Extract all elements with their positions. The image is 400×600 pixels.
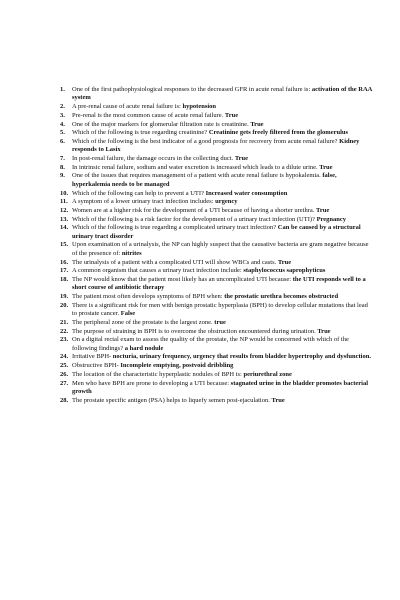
question-number: 11. <box>60 198 68 206</box>
question-text: In post-renal failure, the damage occurs in the collecting duct. <box>72 155 234 163</box>
answer-text: nitrites <box>121 249 142 257</box>
question-item <box>60 155 374 163</box>
question-item <box>60 259 374 267</box>
question-text: Women are at a higher risk for the development of a UTI because of having a shorter urethra. <box>72 206 315 214</box>
answer-text: the UTI responds well to a short course of antibiotic therapy <box>72 275 366 292</box>
question-item <box>60 276 374 293</box>
question-text: In intrinsic renal failure, sodium and water excretion is increased which leads to a dilute urine. <box>72 163 318 171</box>
question-number: 3. <box>60 111 65 119</box>
question-item <box>60 112 374 120</box>
answer-text: True <box>234 155 249 163</box>
question-number: 2. <box>60 103 65 111</box>
question-text: Which of the following can help to prevent a UTI? <box>72 189 204 197</box>
question-text: On a digital rectal exam to assess the quality of the prostate, the NP would be concerned with which of the following findings? <box>72 336 349 352</box>
question-number: 26. <box>60 370 69 378</box>
question-item <box>60 267 374 275</box>
answer-text: Can be caused by a structural urinary tract disorder <box>72 224 361 240</box>
question-number: 19. <box>60 293 69 301</box>
question-item <box>60 362 374 370</box>
question-number: 16. <box>60 258 69 266</box>
answer-text: True <box>316 206 330 214</box>
question-text: One of the first pathophysiological responses to the decreased GFR in acute renal failure is: <box>72 86 311 93</box>
question-text: The urinalysis of a patient with a complicated UTI will show WBCs and casts. <box>72 258 277 266</box>
question-number: 4. <box>60 120 65 128</box>
question-text: Which of the following is a risk factor for the development of a urinary tract infection (UTI)? <box>72 215 315 223</box>
question-number: 8. <box>60 163 65 171</box>
question-text: Irritative BPH- <box>72 353 112 361</box>
question-text: Which of the following is the best indicator of a good prognosis for recovery from acute renal failure? <box>72 137 338 145</box>
answer-text: True <box>271 396 285 404</box>
question-item <box>60 207 374 215</box>
question-text: Obstructive BPH- <box>72 362 119 370</box>
question-number: 10. <box>60 189 69 197</box>
answer-text: Kidney responds to Lasix <box>72 137 360 154</box>
question-number: 23. <box>60 336 69 344</box>
question-item <box>60 86 374 103</box>
question-text: The NP would know that the patient most likely has an uncomplicated UTI because: <box>72 275 292 283</box>
question-number: 17. <box>60 267 69 275</box>
question-item <box>60 216 374 224</box>
question-item <box>60 164 374 172</box>
question-number: 7. <box>60 155 65 163</box>
question-number: 18. <box>60 275 69 283</box>
question-item <box>60 319 374 327</box>
question-number: 28. <box>60 396 69 404</box>
question-text: One of the issues that requires management of a patient with acute renal failure is hypokalemia. <box>72 172 321 180</box>
answer-text: Creatinine gets freely filtered from the glomerulus <box>208 129 349 137</box>
question-text: A common organism that causes a urinary tract infection include: <box>72 267 242 275</box>
answer-text: True <box>317 327 331 335</box>
question-text: The patient most often develops symptoms of BPH when: <box>72 293 223 301</box>
answer-text: the prostatic urethra becomes obstructed <box>224 293 339 301</box>
answer-text: periurethral zone <box>243 370 292 378</box>
question-number: 20. <box>60 301 69 309</box>
question-item <box>60 241 374 258</box>
answer-text: False <box>120 310 136 318</box>
question-text: The peripheral zone of the prostate is the largest zone. <box>72 318 213 326</box>
question-number: 22. <box>60 327 69 335</box>
answer-text: activation of the RAA system <box>72 86 373 102</box>
question-number: 27. <box>60 379 69 387</box>
question-number: 24. <box>60 353 69 361</box>
answer-text: stagnated urine in the bladder promotes bacterial growth <box>72 379 369 395</box>
question-item <box>60 103 374 111</box>
question-number: 5. <box>60 129 65 137</box>
answer-text: hypotension <box>182 103 217 111</box>
question-item <box>60 328 374 336</box>
question-text: Upon examination of a urinalysis, the NP can highly suspect that the causative bacteria are gram negative because of the presence of: <box>72 241 369 257</box>
question-item <box>60 190 374 198</box>
question-text: Which of the following is true regarding a complicated urinary tract infection? <box>72 224 277 232</box>
question-text: A symptom of a lower urinary tract infection includes: <box>72 198 214 206</box>
question-number: 1. <box>60 86 65 93</box>
question-number: 25. <box>60 362 69 370</box>
answer-text: false, hyperkalemia needs to be managed <box>72 172 337 188</box>
question-item <box>60 371 374 379</box>
question-number: 12. <box>60 206 69 214</box>
question-text: The purpose of straining in BPH is to overcome the obstruction encountered during urination. <box>72 327 316 335</box>
question-number: 15. <box>60 241 69 249</box>
question-item <box>60 336 374 353</box>
question-number: 6. <box>60 137 65 145</box>
answer-text: urgency <box>215 198 238 206</box>
question-item <box>60 397 374 405</box>
question-text: One of the major markers for glomerular filtration rate is creatinine. <box>72 120 249 128</box>
question-item <box>60 380 374 397</box>
answer-text: True <box>224 111 239 119</box>
question-text: There is a significant risk for men with benign prostatic hyperplasia (BPH) to develop cellular mutations that lead to prostate cancer. <box>72 301 368 318</box>
question-item <box>60 198 374 206</box>
answer-text: True <box>250 120 264 128</box>
question-number: 13. <box>60 215 69 223</box>
question-item <box>60 353 374 361</box>
answer-text: Incomplete emptying, postvoid dribbling <box>120 362 234 370</box>
answer-text: True <box>319 163 333 171</box>
question-item <box>60 121 374 129</box>
question-text: Pre-renal is the most common cause of acute renal failure. <box>72 111 224 119</box>
question-item <box>60 293 374 301</box>
answer-text: nocturia, urinary frequency, urgency that results from bladder hypertrophy and dysfunction. <box>112 353 371 361</box>
question-item <box>60 129 374 137</box>
question-item <box>60 302 374 319</box>
answer-text: true <box>214 318 226 326</box>
question-number: 21. <box>60 318 69 326</box>
answer-text: staphylococcus saprophyticus <box>243 267 326 275</box>
question-text: Which of the following is true regarding creatinine? <box>72 129 208 137</box>
question-item <box>60 224 374 241</box>
answer-text: Increased water consumption <box>205 189 288 197</box>
question-text: Men who have BPH are prone to developing a UTI because: <box>72 379 230 387</box>
question-text: The location of the characteristic hyperplastic nodules of BPH is: <box>72 370 242 378</box>
question-number: 14. <box>60 224 69 232</box>
answer-text: Pregnancy <box>316 215 347 223</box>
question-text: A pre-renal cause of acute renal failure is: <box>72 103 181 111</box>
question-list <box>60 86 374 405</box>
question-text: The prostate specific antigen (PSA) helps to liquefy semen post-ejaculation. <box>72 396 270 404</box>
question-number: 9. <box>60 172 65 180</box>
question-item <box>60 172 374 189</box>
question-item <box>60 138 374 155</box>
answer-text: a hard nodule <box>124 344 164 352</box>
answer-text: True <box>277 258 292 266</box>
